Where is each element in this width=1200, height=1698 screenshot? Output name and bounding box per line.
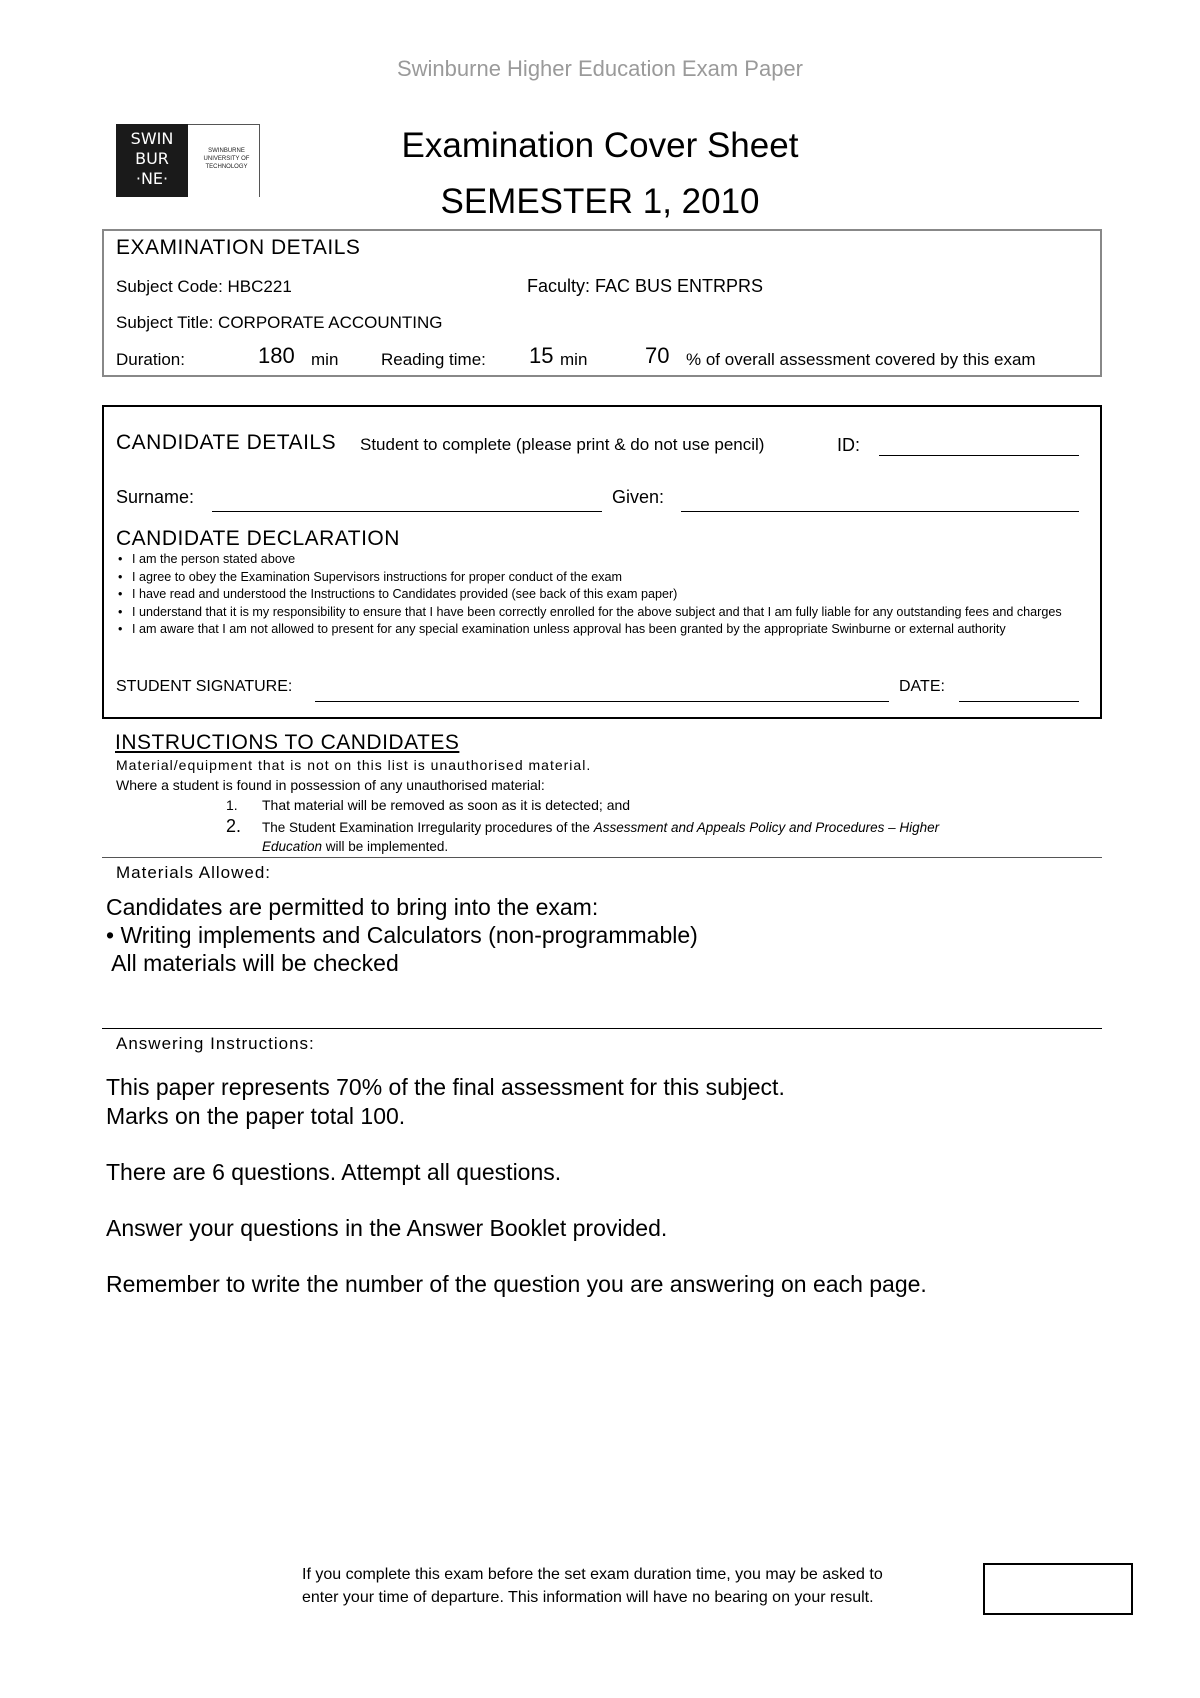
materials-line-2: • Writing implements and Calculators (non-programmable) (106, 922, 698, 948)
logo-wordmark (188, 124, 260, 197)
logo-mark (116, 124, 188, 197)
duration-unit: min (311, 350, 339, 369)
instructions-item-1-num: 1. (226, 797, 238, 813)
reading-time-label: Reading time: (381, 350, 486, 369)
logo-line-3: ·NE· (135, 169, 169, 188)
policy-title: Assessment and Appeals Policy and Procedures – Higher (593, 820, 940, 835)
candidate-declaration-heading: CANDIDATE DECLARATION (116, 527, 400, 550)
answering-line-2: Marks on the paper total 100. (106, 1103, 406, 1129)
instructions-item-1: That material will be removed as soon as it is detected; and (262, 797, 631, 813)
id-input-line[interactable] (879, 455, 1079, 456)
logo-line-2: BUR (135, 149, 169, 168)
subject-code: Subject Code: HBC221 (116, 277, 292, 296)
materials-line-1: Candidates are permitted to bring into the exam: (106, 894, 599, 920)
declaration-item: • I am aware that I am not allowed to present for any special examination unless approval has been granted by the appropriate Swinburne or external authority (116, 621, 1096, 639)
duration-label: Duration: (116, 350, 185, 369)
reading-time-value: 15 (529, 343, 554, 368)
declaration-item: • I agree to obey the Examination Supervisors instructions for proper conduct of the exam (116, 569, 1096, 587)
duration-value: 180 (258, 343, 295, 368)
divider (102, 1028, 1102, 1029)
exam-details-heading: EXAMINATION DETAILS (116, 236, 361, 259)
answering-line-4: Answer your questions in the Answer Booklet provided. (106, 1215, 668, 1241)
answering-line-3: There are 6 questions. Attempt all questions. (106, 1159, 562, 1185)
declaration-item: • I understand that it is my responsibility to ensure that I have been correctly enrolled for the above subject and that I am fully liable for any outstanding fees and charges (116, 604, 1096, 622)
instructions-item-2-cont (262, 839, 448, 854)
answering-line-5: Remember to write the number of the question you are answering on each page. (106, 1271, 927, 1297)
candidate-details-heading: CANDIDATE DETAILS (116, 431, 337, 454)
instructions-item-2-text-b: will be implemented. (322, 839, 449, 854)
answering-line-1: This paper represents 70% of the final assessment for this subject. (106, 1074, 785, 1100)
departure-time-box[interactable] (983, 1563, 1133, 1615)
subject-title: Subject Title: CORPORATE ACCOUNTING (116, 313, 443, 332)
page-title: Examination Cover Sheet (401, 126, 799, 165)
departure-note-line-1: If you complete this exam before the set exam duration time, you may be asked to (302, 1566, 883, 1583)
declaration-item: • I have read and understood the Instructions to Candidates provided (see back of this exam paper) (116, 586, 1096, 604)
answering-heading: Answering Instructions: (116, 1034, 315, 1053)
candidate-details-subheading: Student to complete (please print & do not use pencil) (360, 435, 765, 454)
reading-time-unit: min (560, 350, 588, 369)
id-label: ID: (837, 435, 861, 455)
date-label: DATE: (899, 678, 945, 695)
instructions-line-2: Where a student is found in possession of any unauthorised material: (116, 777, 545, 793)
signature-input-line[interactable] (315, 701, 889, 702)
logo-sub-2: UNIVERSITY OF (203, 156, 250, 162)
policy-title-cont: Education (262, 839, 323, 854)
declaration-item: • I am the person stated above (116, 551, 1096, 569)
given-label: Given: (612, 487, 665, 507)
semester-title: SEMESTER 1, 2010 (440, 182, 760, 221)
date-input-line[interactable] (959, 701, 1079, 702)
faculty: Faculty: FAC BUS ENTRPRS (527, 276, 764, 296)
given-input-line[interactable] (681, 511, 1079, 512)
student-signature-label: STUDENT SIGNATURE: (116, 678, 293, 695)
surname-label: Surname: (116, 487, 195, 507)
header-note: Swinburne Higher Education Exam Paper (396, 56, 803, 81)
logo-line-1: SWIN (130, 129, 174, 148)
instructions-heading: INSTRUCTIONS TO CANDIDATES (115, 731, 460, 754)
instructions-item-2-num: 2. (226, 816, 242, 836)
instructions-item-2 (262, 820, 939, 835)
instructions-line-1: Material/equipment that is not on this list is unauthorised material. (116, 757, 592, 773)
logo-sub-3: TECHNOLOGY (205, 164, 248, 170)
materials-heading: Materials Allowed: (116, 863, 272, 882)
instructions-item-2-text-a: The Student Examination Irregularity procedures of the (262, 820, 594, 835)
percent-value: 70 (645, 343, 670, 368)
logo-sub-1: SWINBURNE (208, 148, 245, 154)
departure-note-line-2: enter your time of departure. This information will have no bearing on your result. (302, 1589, 874, 1606)
declaration-list (116, 551, 1096, 639)
divider (102, 857, 1102, 858)
surname-input-line[interactable] (212, 511, 602, 512)
materials-line-3: All materials will be checked (106, 950, 399, 976)
swinburne-logo (116, 124, 262, 198)
percent-text: % of overall assessment covered by this exam (686, 350, 1036, 369)
